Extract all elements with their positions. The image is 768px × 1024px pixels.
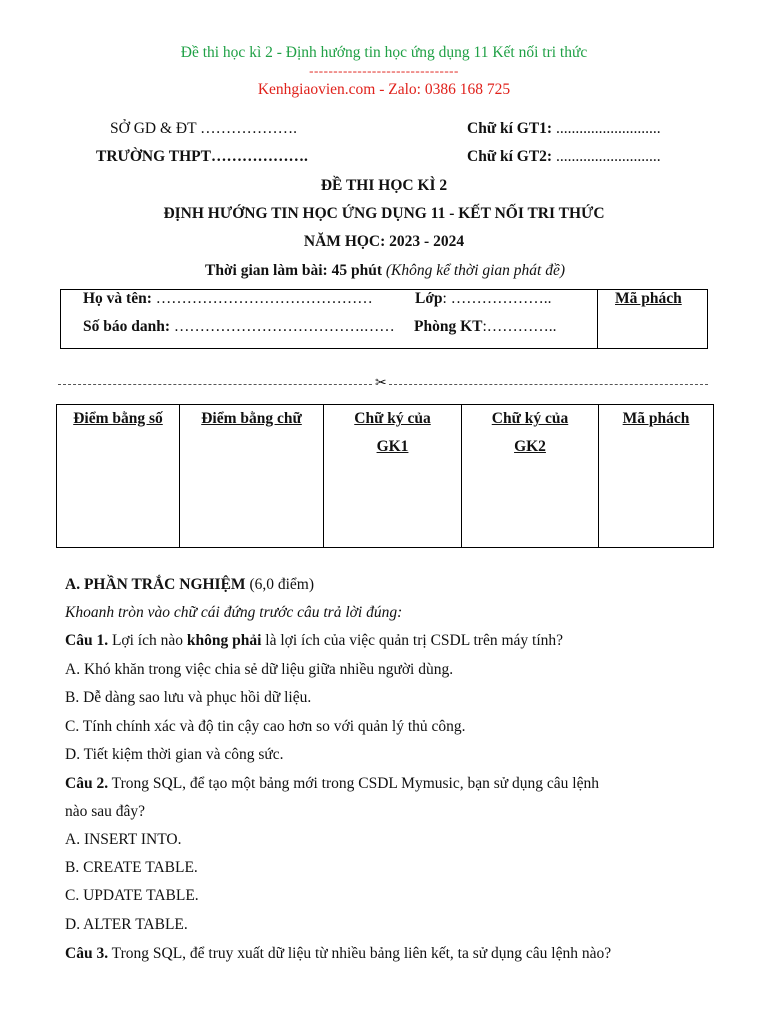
question-1-option-c[interactable]: C. Tính chính xác và độ tin cậy cao hơn so với quản lý thủ công. (65, 718, 466, 735)
question-2-label: Câu 2. (65, 775, 109, 792)
grade-number-header: Điểm bằng số (73, 410, 163, 427)
student-id-label: Số báo danh: (83, 318, 171, 335)
code-header: Mã phách (622, 410, 690, 427)
question-2-option-b[interactable]: B. CREATE TABLE. (65, 859, 198, 876)
grade-number-cell[interactable] (57, 405, 180, 548)
code-cell[interactable] (599, 405, 714, 548)
grade-table-row (57, 405, 714, 548)
question-3-text: Trong SQL, để truy xuất dữ liệu từ nhiều bảng liên kết, ta sử dụng câu lệnh nào? (108, 945, 612, 962)
department-line: SỞ GD & ĐT ………………. (110, 120, 298, 137)
question-2 (65, 775, 599, 793)
exam-time (205, 262, 565, 280)
gk2-signature-cell[interactable] (462, 405, 599, 548)
gk2-header-b: GK2 (514, 438, 546, 455)
exam-room-field[interactable] (414, 318, 557, 336)
question-1-option-d[interactable]: D. Tiết kiệm thời gian và công sức. (65, 746, 284, 763)
header-site-line: Kenhgiaovien.com - Zalo: 0386 168 725 (257, 81, 511, 98)
signature-gt2-label: Chữ kí GT2: (467, 148, 553, 165)
question-1-option-b[interactable]: B. Dễ dàng sao lưu và phục hồi dữ liệu. (65, 689, 312, 706)
code-label-top: Mã phách (615, 290, 682, 307)
question-2-option-c[interactable]: C. UPDATE TABLE. (65, 887, 199, 904)
gk1-signature-cell[interactable] (324, 405, 462, 548)
exam-room-label: Phòng KT (414, 318, 483, 335)
section-points: (6,0 điểm) (245, 576, 315, 593)
grade-words-header: Điểm bằng chữ (201, 410, 302, 427)
signature-gt1-label: Chữ kí GT1: (467, 120, 553, 137)
student-id-field[interactable] (83, 318, 395, 336)
exam-room-dots: :………….. (482, 318, 557, 335)
student-id-dots: ……………………………….…… (170, 318, 395, 335)
signature-gt1-dots: ........................... (552, 120, 661, 137)
signature-gt2-dots: ........................... (552, 148, 661, 165)
question-3 (65, 945, 611, 963)
student-class-label: Lớp (415, 290, 443, 307)
signature-gt2 (467, 148, 661, 166)
question-2-option-d[interactable]: D. ALTER TABLE. (65, 916, 188, 933)
question-3-label: Câu 3. (65, 945, 109, 962)
school-line: TRƯỜNG THPT………………. (96, 148, 308, 165)
section-title: A. PHẦN TRẮC NGHIỆM (65, 576, 246, 593)
exam-year: NĂM HỌC: 2023 - 2024 (303, 233, 465, 250)
question-2-text-2: nào sau đây? (65, 803, 146, 820)
grade-table (56, 404, 714, 548)
question-1-label: Câu 1. (65, 632, 109, 649)
grade-words-cell[interactable] (180, 405, 324, 548)
exam-subject: ĐỊNH HƯỚNG TIN HỌC ỨNG DỤNG 11 - KẾT NỐI TRI THỨC (163, 205, 605, 222)
signature-gt1 (467, 120, 661, 138)
header-dash-line: ------------------------------- (309, 63, 459, 78)
student-name-field[interactable] (83, 290, 373, 308)
section-heading (65, 576, 314, 594)
student-box-divider (597, 290, 598, 348)
question-2-text-1: Trong SQL, để tạo một bảng mới trong CSDL Mymusic, bạn sử dụng câu lệnh (108, 775, 599, 792)
question-1-option-a[interactable]: A. Khó khăn trong việc chia sẻ dữ liệu giữa nhiều người dùng. (65, 661, 454, 678)
gk1-header-a: Chữ ký của (354, 410, 431, 427)
scissors-icon: ✂ (375, 376, 387, 391)
student-name-label: Họ và tên: (83, 290, 152, 307)
section-instruction: Khoanh tròn vào chữ cái đứng trước câu trả lời đúng: (65, 604, 403, 621)
question-1 (65, 632, 563, 650)
student-name-dots: …………………………………… (151, 290, 373, 307)
gk1-header-b: GK1 (376, 438, 409, 455)
gk2-header-a: Chữ ký của (491, 410, 569, 427)
question-1-post: là lợi ích của việc quản trị CSDL trên máy tính? (261, 632, 564, 649)
question-1-emph: không phải (186, 632, 262, 649)
exam-title: ĐỀ THI HỌC KÌ 2 (320, 177, 448, 194)
student-class-field[interactable] (415, 290, 551, 308)
question-1-pre: Lợi ích nào (108, 632, 187, 649)
student-class-dots: : ……………….. (442, 290, 552, 307)
exam-time-note: (Không kể thời gian phát đề) (385, 262, 566, 279)
document-header-title: Đề thi học kì 2 - Định hướng tin học ứng dụng 11 Kết nối tri thức (180, 44, 588, 61)
question-2-option-a[interactable]: A. INSERT INTO. (65, 831, 182, 848)
exam-time-label: Thời gian làm bài: 45 phút (205, 262, 382, 279)
